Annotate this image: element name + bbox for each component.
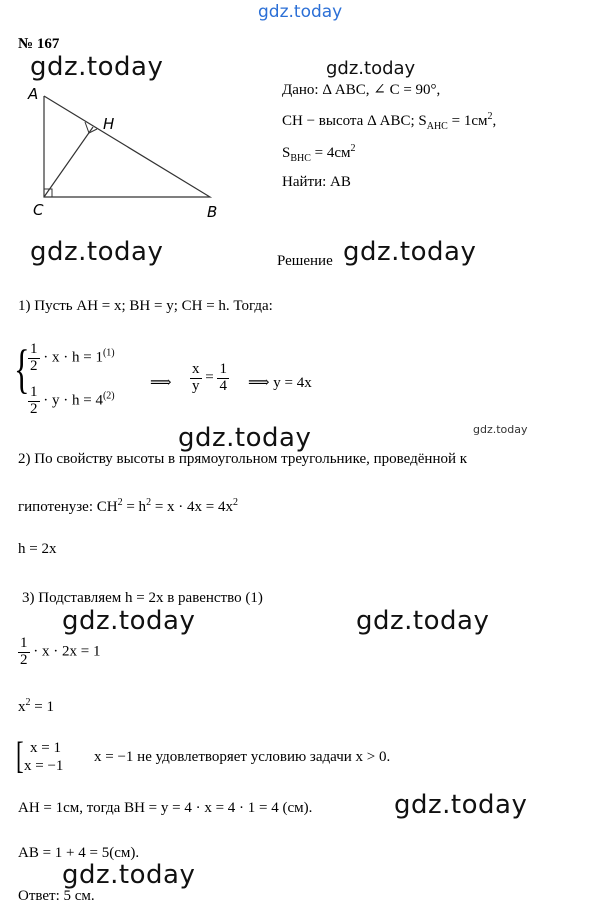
h-equation: h = 2x bbox=[18, 541, 57, 557]
label-c: C bbox=[33, 201, 44, 219]
watermark-small: gdz.today bbox=[473, 423, 528, 436]
watermark: gdz.today bbox=[62, 860, 196, 890]
step2-formula: гипотенузе: $CH^2 = h^2 = x \cdot 4x = 4x^2$ bbox=[18, 497, 238, 515]
system-brace: { bbox=[14, 339, 30, 399]
given-watermark: gdz.today bbox=[326, 58, 416, 79]
watermark: gdz.today bbox=[178, 423, 312, 453]
height-ch bbox=[44, 127, 93, 197]
roots-bracket: [ bbox=[16, 735, 24, 777]
watermark: gdz.today bbox=[30, 237, 164, 267]
watermark: gdz.today bbox=[356, 606, 490, 636]
ah-bh-line: AH = 1см, тогда BH = y = 4 · x = 4 · 1 = 4 (см). bbox=[18, 800, 313, 816]
height-line: CH − высота Δ ABC; $S_{AHC} = 1см^2$, bbox=[282, 111, 497, 132]
step3-text: 3) Подставляем h = 2x в равенство (1) bbox=[22, 590, 263, 606]
ab-line: AB = 1 + 4 = 5(см). bbox=[18, 845, 140, 861]
triangle-abc bbox=[44, 96, 210, 197]
x-squared-equation: $x^2 = 1$ bbox=[18, 697, 54, 715]
given-line: Дано: Δ ABC, ∠ C = 90°, bbox=[282, 82, 441, 98]
watermark: gdz.today bbox=[394, 790, 528, 820]
system-row-1: $\frac{1}{2}$ · $x \cdot h = 1^{(1)}$ bbox=[30, 341, 115, 374]
ratio-equation: $\frac{x}{y}$ = $\frac{1}{4}$ bbox=[192, 361, 227, 394]
solution-heading: Решение bbox=[277, 253, 333, 269]
root-2: x = −1 bbox=[24, 758, 64, 774]
step2-text: 2) По свойству высоты в прямоугольном треугольнике, проведённой к bbox=[18, 451, 468, 467]
step1-text: 1) Пусть AH = x; BH = y; CH = h. Тогда: bbox=[18, 298, 273, 314]
label-b: B bbox=[207, 203, 218, 221]
roots-note: x = −1 не удовлетворяет условию задачи x > 0. bbox=[94, 749, 391, 765]
watermark: gdz.today bbox=[30, 52, 164, 82]
answer-line: Ответ: 5 см. bbox=[18, 888, 95, 904]
system-row-2: $\frac{1}{2}$ · $y \cdot h = 4^{(2)}$ bbox=[30, 384, 115, 417]
problem-number: № 167 bbox=[18, 36, 60, 52]
root-1: x = 1 bbox=[30, 740, 61, 756]
triangle-figure bbox=[25, 82, 235, 222]
area-line: $S_{BHC} = 4см^2$ bbox=[282, 143, 356, 164]
result-y: ⟹ y = 4x bbox=[248, 375, 312, 391]
watermark: gdz.today bbox=[343, 237, 477, 267]
find-line: Найти: AB bbox=[282, 174, 351, 190]
label-a: A bbox=[28, 85, 39, 103]
equation-3: $\frac{1}{2}$ · x · 2x = 1 bbox=[20, 635, 101, 668]
label-h: H bbox=[103, 115, 115, 133]
implies-arrow: ⟹ bbox=[150, 375, 172, 391]
watermark-top: gdz.today bbox=[258, 2, 343, 22]
watermark: gdz.today bbox=[62, 606, 196, 636]
